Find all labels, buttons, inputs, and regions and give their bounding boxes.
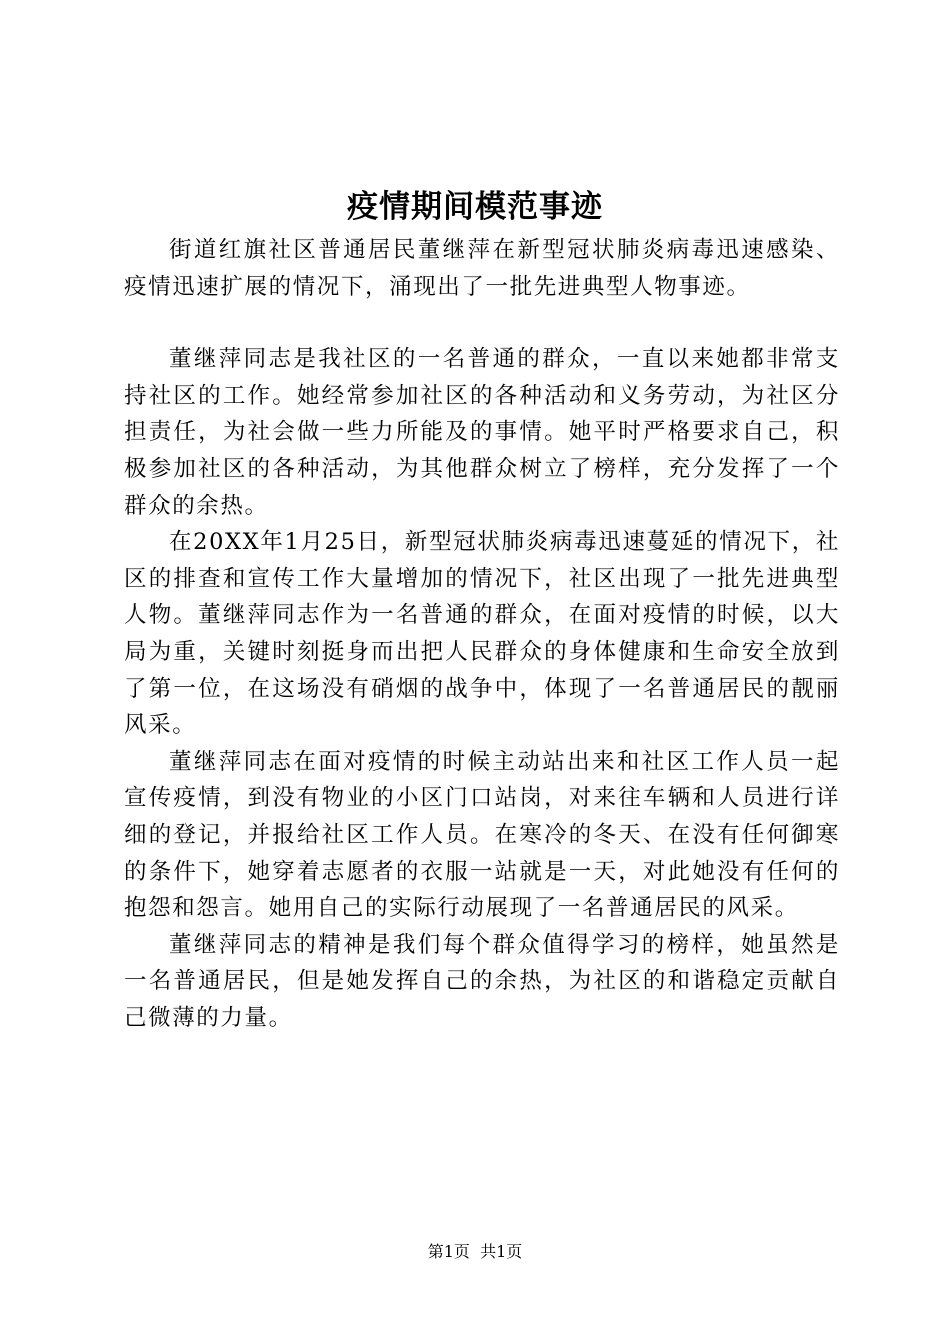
paragraph-3: 在20XX年1月25日，新型冠状肺炎病毒迅速蔓延的情况下，社区的排查和宣传工作大量增加的情况下，社区出现了一批先进典型人物。董继萍同志作为一名普通的群众，在面对疫情的时候，以大局为重，关键时刻挺身而出把人民群众的身体健康和生命安全放到了第一位，在这场没有硝烟的战争中，体现了一名普通居民的靓丽风采。 [124, 529, 840, 739]
page-footer [0, 1240, 950, 1264]
document-title: 疫情期间模范事迹 [347, 189, 603, 225]
document-body [124, 232, 840, 1036]
page-total: 共1页 [480, 1242, 523, 1261]
paragraph-4: 董继萍同志在面对疫情的时候主动站出来和社区工作人员一起宣传疫情，到没有物业的小区门口站岗，对来往车辆和人员进行详细的登记，并报给社区工作人员。在寒冷的冬天、在没有任何御寒的条件下，她穿着志愿者的衣服一站就是一天，对此她没有任何的抱怨和怨言。她用自己的实际行动展现了一名普通居民的风采。 [124, 748, 840, 922]
paragraph-5: 董继萍同志的精神是我们每个群众值得学习的榜样，她虽然是一名普通居民，但是她发挥自己的余热，为社区的和谐稳定贡献自己微薄的力量。 [124, 931, 840, 1031]
page-number: 第1页 [427, 1242, 470, 1261]
paragraph-2: 董继萍同志是我社区的一名普通的群众，一直以来她都非常支持社区的工作。她经常参加社区的各种活动和义务劳动，为社区分担责任，为社会做一些力所能及的事情。她平时严格要求自己，积极参加社区的各种活动，为其他群众树立了榜样，充分发挥了一个群众的余热。 [124, 346, 840, 519]
paragraph-intro: 街道红旗社区普通居民董继萍在新型冠状肺炎病毒迅速感染、疫情迅速扩展的情况下，涌现出了一批先进典型人物事迹。 [124, 237, 840, 300]
footer-separator [470, 1242, 480, 1261]
